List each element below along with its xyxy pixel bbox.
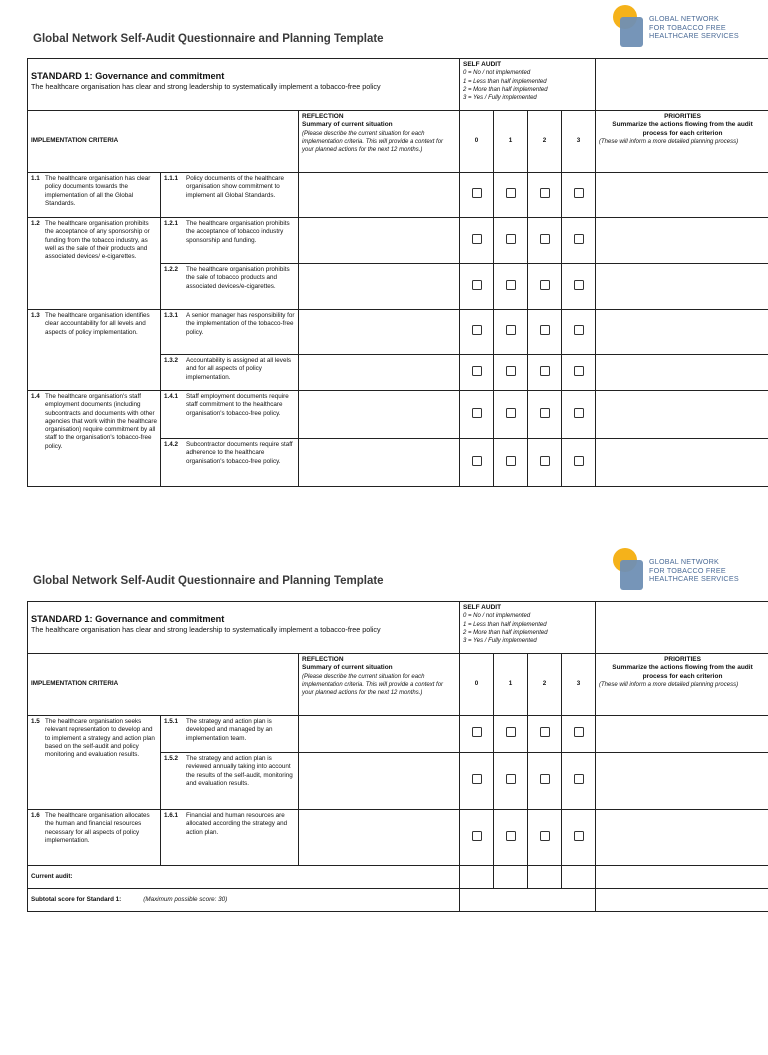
score-checkbox-3[interactable]	[574, 280, 584, 290]
criterion-text: The healthcare organisation seeks relevant representation to develop and to implement a strategy and action plan based on the self-audit and policy monitoring and evaluation results.	[45, 718, 157, 759]
audit-table	[27, 58, 768, 487]
current-audit-score-1[interactable]	[494, 866, 528, 889]
priorities-input[interactable]	[596, 173, 768, 218]
sub-criterion-cell	[161, 753, 299, 810]
sub-criterion-text: Staff employment documents require staff commitment to the healthcare organisation's tobacco-free policy.	[186, 393, 295, 418]
score-header-2: 2	[528, 111, 562, 173]
logo-text-line-3: HEALTHCARE SERVICES	[649, 575, 739, 584]
sub-criterion-cell	[161, 264, 299, 310]
priorities-subtitle: Summarize the actions flowing from the audit process for each criterion	[599, 121, 766, 138]
score-checkbox-1[interactable]	[506, 456, 516, 466]
logo-text-line-2: FOR TOBACCO FREE	[649, 24, 739, 33]
standard-header-cell	[28, 59, 460, 111]
score-checkbox-3[interactable]	[574, 325, 584, 335]
score-checkbox-1[interactable]	[506, 325, 516, 335]
score-checkbox-2[interactable]	[540, 234, 550, 244]
reflection-header	[299, 654, 460, 716]
priorities-title: PRIORITIES	[599, 656, 766, 664]
score-checkbox-3[interactable]	[574, 366, 584, 376]
implementation-criteria-header: IMPLEMENTATION CRITERIA	[28, 111, 299, 173]
priorities-note: (These will inform a more detailed planning process)	[599, 681, 766, 689]
max-score-note: (Maximum possible score: 30)	[143, 896, 227, 903]
scale-line: 1 = Less than half implemented	[463, 78, 592, 86]
score-checkbox-1[interactable]	[506, 366, 516, 376]
sub-criterion-text: The strategy and action plan is reviewed annually taking into account the results of the self-audit, monitoring and evaluation results.	[186, 755, 295, 788]
score-checkbox-0[interactable]	[472, 456, 482, 466]
criterion-cell	[28, 716, 161, 810]
score-checkbox-0[interactable]	[472, 408, 482, 418]
sub-criterion-cell	[161, 218, 299, 264]
implementation-criteria-header: IMPLEMENTATION CRITERIA	[28, 654, 299, 716]
logo-text-line-2: FOR TOBACCO FREE	[649, 567, 739, 576]
criterion-number: 1.6	[31, 812, 45, 845]
priorities-header	[596, 111, 768, 173]
scale-line: 0 = No / not implemented	[463, 612, 592, 620]
sub-criterion-text: The strategy and action plan is developed and managed by an implementation team.	[186, 718, 295, 743]
priorities-header	[596, 654, 768, 716]
scale-line: 2 = More than half implemented	[463, 86, 592, 94]
criterion-number: 1.1	[31, 175, 45, 208]
standard-title: STANDARD 1: Governance and commitment	[31, 71, 456, 82]
scale-line: 0 = No / not implemented	[463, 69, 592, 77]
score-checkbox-1[interactable]	[506, 774, 516, 784]
empty-header-cell	[596, 59, 768, 111]
score-checkbox-1[interactable]	[506, 831, 516, 841]
self-audit-legend	[460, 59, 596, 111]
organisation-logo	[610, 5, 740, 49]
sub-criterion-cell	[161, 439, 299, 487]
sub-criterion-cell	[161, 310, 299, 355]
sub-criterion-number: 1.4.1	[164, 393, 186, 418]
sub-criterion-text: Accountability is assigned at all levels and for all aspects of policy implementation.	[186, 357, 295, 382]
sub-criterion-number: 1.2.2	[164, 266, 186, 291]
score-header-1: 1	[494, 111, 528, 173]
self-audit-heading: SELF AUDIT	[463, 604, 592, 612]
sub-criterion-cell	[161, 810, 299, 866]
score-checkbox-1[interactable]	[506, 280, 516, 290]
reflection-input[interactable]	[299, 716, 460, 753]
score-header-2: 2	[528, 654, 562, 716]
priorities-subtitle: Summarize the actions flowing from the audit process for each criterion	[599, 664, 766, 681]
reflection-input[interactable]	[299, 310, 460, 355]
score-checkbox-2[interactable]	[540, 727, 550, 737]
score-checkbox-3[interactable]	[574, 774, 584, 784]
sub-criterion-text: The healthcare organisation prohibits the sale of tobacco products and associated devices/e-cigarettes.	[186, 266, 295, 291]
current-audit-score-0[interactable]	[460, 866, 494, 889]
sub-criterion-number: 1.3.2	[164, 357, 186, 382]
self-audit-legend	[460, 602, 596, 654]
current-audit-score-2[interactable]	[528, 866, 562, 889]
priorities-input[interactable]	[596, 810, 768, 866]
sub-criterion-number: 1.3.1	[164, 312, 186, 337]
logo-text-line-3: HEALTHCARE SERVICES	[649, 32, 739, 41]
document-title: Global Network Self-Audit Questionnaire and Planning Template	[33, 33, 384, 45]
score-checkbox-1[interactable]	[506, 234, 516, 244]
audit-table	[27, 601, 768, 912]
score-checkbox-3[interactable]	[574, 188, 584, 198]
score-checkbox-2[interactable]	[540, 456, 550, 466]
criterion-number: 1.2	[31, 220, 45, 261]
logo-square-icon	[620, 17, 643, 47]
criterion-number: 1.4	[31, 393, 45, 451]
score-header-3: 3	[562, 111, 596, 173]
priorities-input[interactable]	[596, 264, 768, 310]
priorities-input[interactable]	[596, 753, 768, 810]
scale-line: 3 = Yes / Fully implemented	[463, 94, 592, 102]
standard-header-cell	[28, 602, 460, 654]
logo-text-line-1: GLOBAL NETWORK	[649, 15, 739, 24]
empty-header-cell	[596, 602, 768, 654]
reflection-input[interactable]	[299, 355, 460, 391]
priorities-input[interactable]	[596, 716, 768, 753]
criterion-text: The healthcare organisation prohibits the acceptance of any sponsorship or funding from the tobacco industry, as well as the sale of their products and associated devices/ e-cigarettes.	[45, 220, 157, 261]
sub-criterion-cell	[161, 391, 299, 439]
sub-criterion-text: Subcontractor documents require staff adherence to the healthcare organisation's tobacco-free policy.	[186, 441, 295, 466]
score-checkbox-0[interactable]	[472, 727, 482, 737]
score-header-0: 0	[460, 654, 494, 716]
score-header-3: 3	[562, 654, 596, 716]
score-header-1: 1	[494, 654, 528, 716]
reflection-note: (Please describe the current situation for each implementation criteria. This will provide a context for your planned actions for the next 12 months.)	[302, 130, 456, 154]
current-audit-label: Current audit:	[28, 866, 460, 889]
criterion-number: 1.5	[31, 718, 45, 759]
sub-criterion-text: Policy documents of the healthcare organisation show commitment to implement all Global Standards.	[186, 175, 295, 200]
scale-line: 2 = More than half implemented	[463, 629, 592, 637]
score-checkbox-0[interactable]	[472, 188, 482, 198]
priorities-title: PRIORITIES	[599, 113, 766, 121]
document-page-2	[0, 543, 768, 1055]
score-checkbox-2[interactable]	[540, 325, 550, 335]
score-checkbox-0[interactable]	[472, 280, 482, 290]
criterion-cell	[28, 173, 161, 218]
score-checkbox-2[interactable]	[540, 408, 550, 418]
criterion-cell	[28, 310, 161, 391]
score-checkbox-2[interactable]	[540, 831, 550, 841]
organisation-logo	[610, 548, 740, 592]
priorities-input[interactable]	[596, 218, 768, 264]
score-checkbox-2[interactable]	[540, 188, 550, 198]
reflection-header	[299, 111, 460, 173]
sub-criterion-cell	[161, 355, 299, 391]
score-checkbox-3[interactable]	[574, 234, 584, 244]
criterion-cell	[28, 810, 161, 866]
subtotal-label: Subtotal score for Standard 1:	[31, 896, 121, 903]
reflection-title: REFLECTION	[302, 113, 456, 121]
criterion-number: 1.3	[31, 312, 45, 337]
priorities-input[interactable]	[596, 391, 768, 439]
standard-description: The healthcare organisation has clear and strong leadership to systematically implement a tobacco-free policy	[31, 625, 456, 634]
priorities-input[interactable]	[596, 310, 768, 355]
score-header-0: 0	[460, 111, 494, 173]
reflection-input[interactable]	[299, 173, 460, 218]
standard-description: The healthcare organisation has clear and strong leadership to systematically implement a tobacco-free policy	[31, 82, 456, 91]
scale-line: 1 = Less than half implemented	[463, 621, 592, 629]
standard-title: STANDARD 1: Governance and commitment	[31, 614, 456, 625]
logo-text-line-1: GLOBAL NETWORK	[649, 558, 739, 567]
score-checkbox-0[interactable]	[472, 366, 482, 376]
reflection-input[interactable]	[299, 753, 460, 810]
sub-criterion-number: 1.1.1	[164, 175, 186, 200]
reflection-title: REFLECTION	[302, 656, 456, 664]
sub-criterion-text: A senior manager has responsibility for the implementation of the tobacco-free policy.	[186, 312, 295, 337]
score-checkbox-3[interactable]	[574, 831, 584, 841]
score-checkbox-1[interactable]	[506, 408, 516, 418]
criterion-cell	[28, 218, 161, 310]
sub-criterion-cell	[161, 716, 299, 753]
score-checkbox-2[interactable]	[540, 774, 550, 784]
sub-criterion-number: 1.2.1	[164, 220, 186, 245]
logo-square-icon	[620, 560, 643, 590]
criterion-text: The healthcare organisation identifies clear accountability for all levels and aspects of policy implementation.	[45, 312, 157, 337]
reflection-subtitle: Summary of current situation	[302, 121, 456, 129]
sub-criterion-number: 1.6.1	[164, 812, 186, 837]
criterion-cell	[28, 391, 161, 487]
current-audit-score-3[interactable]	[562, 866, 596, 889]
reflection-input[interactable]	[299, 810, 460, 866]
document-page-1	[0, 0, 768, 512]
score-checkbox-2[interactable]	[540, 280, 550, 290]
reflection-input[interactable]	[299, 218, 460, 264]
score-checkbox-3[interactable]	[574, 408, 584, 418]
sub-criterion-number: 1.4.2	[164, 441, 186, 466]
criterion-text: The healthcare organisation allocates the human and financial resources necessary for all aspects of policy implementation.	[45, 812, 157, 845]
reflection-subtitle: Summary of current situation	[302, 664, 456, 672]
priorities-note: (These will inform a more detailed planning process)	[599, 138, 766, 146]
score-checkbox-0[interactable]	[472, 831, 482, 841]
current-audit-priorities	[596, 866, 768, 889]
priorities-input[interactable]	[596, 439, 768, 487]
score-checkbox-1[interactable]	[506, 188, 516, 198]
priorities-input[interactable]	[596, 355, 768, 391]
score-checkbox-1[interactable]	[506, 727, 516, 737]
sub-criterion-text: The healthcare organisation prohibits the acceptance of tobacco industry sponsorship and funding.	[186, 220, 295, 245]
score-checkbox-3[interactable]	[574, 727, 584, 737]
score-checkbox-0[interactable]	[472, 774, 482, 784]
sub-criterion-number: 1.5.1	[164, 718, 186, 743]
scale-line: 3 = Yes / Fully implemented	[463, 637, 592, 645]
reflection-input[interactable]	[299, 264, 460, 310]
reflection-note: (Please describe the current situation for each implementation criteria. This will provide a context for your planned actions for the next 12 months.)	[302, 673, 456, 697]
reflection-input[interactable]	[299, 391, 460, 439]
score-checkbox-3[interactable]	[574, 456, 584, 466]
sub-criterion-number: 1.5.2	[164, 755, 186, 788]
criterion-text: The healthcare organisation has clear policy documents towards the implementation of all the Global Standards.	[45, 175, 157, 208]
subtotal-priorities	[596, 889, 768, 912]
sub-criterion-text: Financial and human resources are allocated according the strategy and action plan.	[186, 812, 295, 837]
subtotal-row-label	[28, 889, 460, 912]
score-checkbox-0[interactable]	[472, 325, 482, 335]
subtotal-score-input[interactable]	[460, 889, 596, 912]
sub-criterion-cell	[161, 173, 299, 218]
score-checkbox-2[interactable]	[540, 366, 550, 376]
document-title: Global Network Self-Audit Questionnaire and Planning Template	[33, 575, 384, 587]
score-checkbox-0[interactable]	[472, 234, 482, 244]
criterion-text: The healthcare organisation's staff employment documents (including subcontracts and documents with other agencies that work within the healthcare organisation) require commitment by all staff to the organisation's tobacco-free policy.	[45, 393, 157, 451]
self-audit-heading: SELF AUDIT	[463, 61, 592, 69]
reflection-input[interactable]	[299, 439, 460, 487]
